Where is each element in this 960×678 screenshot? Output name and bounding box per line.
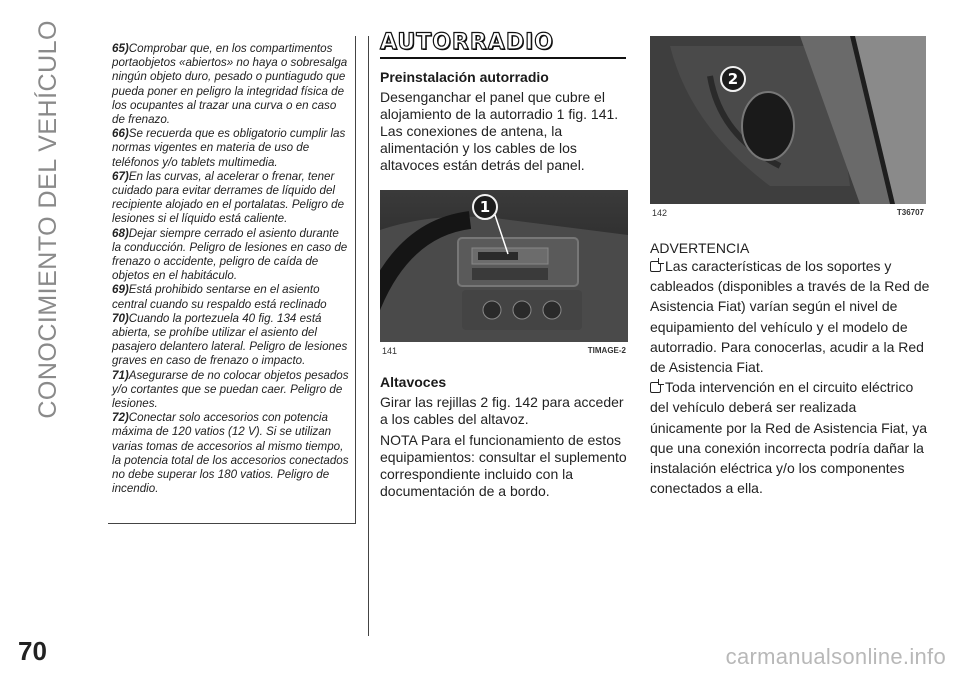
warnings-box: [108, 36, 356, 524]
note-icon: [650, 261, 661, 272]
warning-item: 68)Dejar siempre cerrado el asiento durante la conducción. Peligro de lesiones en caso de frenazo o accidente, peligro de caída de objetos en el habitáculo.: [112, 226, 348, 283]
figure-id: T36707: [896, 208, 924, 217]
warning-item: 69)Está prohibido sentarse en el asiento central cuando su respaldo está reclinado: [112, 283, 327, 311]
advertencia-block: [650, 240, 930, 498]
column-divider: [368, 36, 369, 636]
advertencia-paragraph: Toda intervención en el circuito eléctrico del vehículo deberá ser realizada únicamente por la Red de Asistencia Fiat, ya que una conexión incorrecta podría dañar la instalación eléctrica y/o los componentes conectados a ella.: [650, 379, 928, 497]
door-speaker-illustration: [650, 36, 926, 204]
page-number: 70: [18, 636, 47, 666]
figure-141-caption: [382, 346, 626, 356]
figure-141-image: [380, 190, 628, 342]
figure-142-caption: [652, 208, 924, 218]
advertencia-paragraph: Las características de los soportes y cableados (disponibles a través de la Red de Asistencia Fiat) varían según el nivel de equipamiento del vehículo y el modelo de autorradio. Para conocerlas, acudir a la Red de Asistencia Fiat.: [650, 258, 930, 376]
paragraph: NOTA Para el funcionamiento de estos equipamientos: consultar el suplemento correspondiente incluido con la documentación de a bordo.: [380, 432, 627, 499]
chapter-title: [18, 20, 78, 419]
figure-number: 142: [652, 208, 668, 218]
warning-item: 66)Se recuerda que es obligatorio cumplir las normas vigentes en materia de uso de teléfonos y/o tablets multimedia.: [112, 127, 346, 169]
subheading-altavoces: Altavoces: [380, 374, 447, 390]
subheading-preinstalacion: Preinstalación autorradio: [380, 69, 549, 85]
callout-badge-1: 1: [472, 194, 498, 220]
figure-id: TIMAGE-2: [587, 346, 626, 355]
warning-item: 71)Asegurarse de no colocar objetos pesados y/o cortantes que se puedan caer. Peligro de lesiones.: [112, 368, 349, 411]
title-underline: [380, 57, 626, 59]
dashboard-illustration: [380, 190, 628, 342]
warning-item: 70)Cuando la portezuela 40 fig. 134 está abierta, se prohíbe utilizar el asiento del pasajero delantero lateral. Peligro de lesiones graves en caso de frenazo o impacto.: [112, 311, 348, 368]
figure-142-image: [650, 36, 926, 204]
paragraph: Girar las rejillas 2 fig. 142 para acceder a los cables del altavoz.: [380, 394, 624, 427]
paragraph: Desenganchar el panel que cubre el alojamiento de la autorradio 1 fig. 141. Las conexiones de antena, la alimentación y los cables de los altavoces están detrás del panel.: [380, 89, 619, 173]
warning-item: 72)Conectar solo accesorios con potencia máxima de 120 vatios (12 V). Si se utilizan varias tomas de accesorios al mismo tiempo, la potencia total de los accesorios conectados no debe superar los 180 vatios. Peligro de incendio.: [112, 411, 349, 496]
note-icon: [650, 382, 661, 393]
figure-number: 141: [382, 346, 398, 356]
warning-item: 65)Comprobar que, en los compartimentos portaobjetos «abiertos» no haya o sobresalga ningún objeto duro, pesado o puntiagudo que pueda poner en peligro la integridad física de los ocupantes al trazar una curva o en caso de frenazo.: [112, 42, 348, 127]
warning-item: 67)En las curvas, al acelerar o frenar, tener cuidado para evitar derrames de líquido del recipiente alojado en el portalatas. Peligro de lesiones si el líquido está caliente.: [112, 169, 345, 226]
autorradio-section: [380, 30, 628, 174]
chapter-title-text: CONOCIMIENTO DEL VEHÍCULO: [33, 20, 62, 419]
callout-badge-2: 2: [720, 66, 746, 92]
advertencia-heading: ADVERTENCIA: [650, 240, 750, 256]
section-title: AUTORRADIO: [380, 30, 554, 55]
altavoces-section: [380, 374, 628, 500]
watermark: carmanualsonline.info: [725, 644, 946, 669]
